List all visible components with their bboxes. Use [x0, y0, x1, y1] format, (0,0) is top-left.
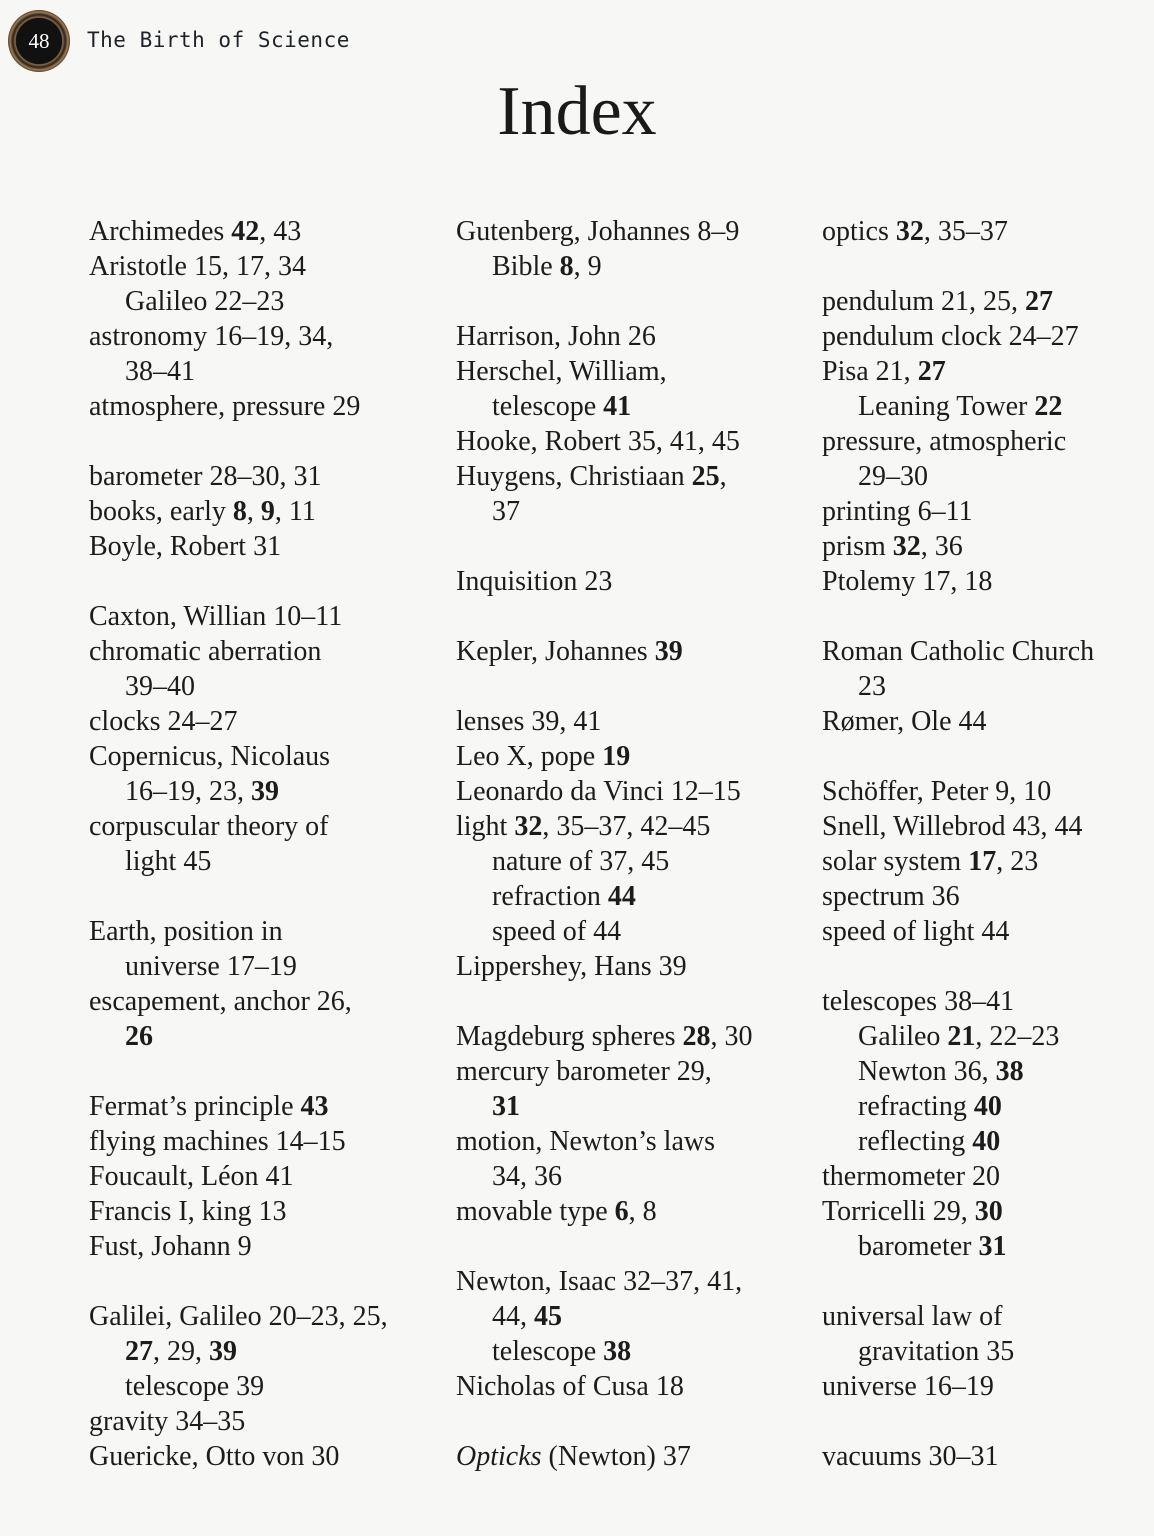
entry-text: Inquisition 23: [456, 566, 613, 597]
entry-text: motion, Newton’s laws: [456, 1126, 715, 1157]
index-entry: [822, 354, 1154, 389]
entry-text: Boyle, Robert 31: [89, 531, 282, 562]
index-spacer: [89, 424, 449, 459]
page-ref-main: 32: [895, 216, 924, 247]
index-subentry: [456, 1159, 816, 1194]
entry-text: 16–19, 23,: [125, 776, 251, 807]
entry-text: nature of 37, 45: [492, 846, 670, 877]
page-ref-main: 8: [232, 496, 247, 527]
entry-text: lenses 39, 41: [456, 706, 602, 737]
index-entry: [456, 1124, 816, 1159]
index-entry: [89, 1159, 449, 1194]
entry-text: Roman Catholic Church: [822, 636, 1095, 667]
entry-text: vacuums 30–31: [822, 1441, 999, 1472]
entry-text: Galileo 22–23: [125, 286, 285, 317]
entry-text: , 8: [628, 1196, 657, 1227]
entry-text: barometer 28–30, 31: [89, 461, 322, 492]
entry-text: gravity 34–35: [89, 1406, 246, 1437]
index-entry: [456, 459, 816, 494]
index-subentry: [822, 1089, 1154, 1124]
index-subentry: [822, 459, 1154, 494]
index-subentry: [822, 389, 1154, 424]
index-entry: [89, 319, 449, 354]
index-subentry: [456, 1089, 816, 1124]
entry-text: Herschel, William,: [456, 356, 667, 387]
page-ref-main: 38: [995, 1056, 1024, 1087]
index-entry: [89, 249, 449, 284]
entry-text: chromatic aberration: [89, 636, 322, 667]
index-entry: [456, 1369, 816, 1404]
entry-text: pendulum clock 24–27: [822, 321, 1079, 352]
entry-text: Newton 36,: [858, 1056, 996, 1087]
entry-text: , 11: [274, 496, 316, 527]
index-spacer: [822, 949, 1154, 984]
entry-text: Nicholas of Cusa 18: [456, 1371, 684, 1402]
index-subentry: [822, 1054, 1154, 1089]
entry-text: ,: [719, 461, 727, 492]
index-subentry: [456, 249, 816, 284]
index-entry: [89, 984, 449, 1019]
entry-text: optics: [822, 216, 896, 247]
entry-text: Galileo: [858, 1021, 948, 1052]
entry-text: refraction: [492, 881, 608, 912]
entry-text: , 30: [710, 1021, 753, 1052]
page-ref-main: 45: [534, 1301, 562, 1332]
page-ref-main: 31: [978, 1231, 1007, 1262]
entry-text: , 36: [920, 531, 963, 562]
index-subentry: [456, 914, 816, 949]
entry-text: escapement, anchor 26,: [89, 986, 352, 1017]
index-spacer: [89, 879, 449, 914]
index-spacer: [89, 1054, 449, 1089]
entry-text: Copernicus, Nicolaus: [89, 741, 331, 772]
index-subentry: [456, 1334, 816, 1369]
index-subentry: [89, 1334, 449, 1369]
index-entry: [822, 984, 1154, 1019]
entry-text: Fust, Johann 9: [89, 1231, 252, 1262]
page-ref-main: 41: [603, 391, 632, 422]
entry-text: 38–41: [125, 356, 195, 387]
entry-text: telescopes 38–41: [822, 986, 1015, 1017]
page-ref-main: 26: [125, 1021, 153, 1052]
index-spacer: [822, 739, 1154, 774]
entry-text: light 45: [125, 846, 212, 877]
page-ref-main: 27: [125, 1336, 153, 1367]
index-entry: [89, 494, 449, 529]
entry-text: , 35–37: [923, 216, 1008, 247]
index-spacer: [456, 284, 816, 319]
entry-text: mercury barometer 29,: [456, 1056, 712, 1087]
index-entry: [89, 1404, 449, 1439]
index-subentry: [822, 669, 1154, 704]
index-subentry: [89, 284, 449, 319]
entry-text: Bible: [492, 251, 560, 282]
index-entry: [822, 214, 1154, 249]
page-title: Index: [497, 73, 657, 150]
entry-text: , 29,: [153, 1336, 209, 1367]
entry-text: solar system: [822, 846, 969, 877]
index-entry: [89, 1439, 449, 1474]
page-ref-main: 27: [917, 356, 946, 387]
entry-text: Ptolemy 17, 18: [822, 566, 993, 597]
entry-text: flying machines 14–15: [89, 1126, 346, 1157]
index-subentry: [89, 774, 449, 809]
page-ref-main: 43: [300, 1091, 329, 1122]
entry-text: Fermat’s principle: [89, 1091, 301, 1122]
index-entry: [822, 564, 1154, 599]
running-title: The Birth of Science: [87, 28, 350, 52]
index-entry: [822, 704, 1154, 739]
index-entry: [822, 284, 1154, 319]
index-entry: [89, 529, 449, 564]
entry-text: Leonardo da Vinci 12–15: [456, 776, 741, 807]
index-entry: [822, 634, 1154, 669]
entry-text: Hooke, Robert 35, 41, 45: [456, 426, 740, 457]
page-ref-main: 38: [603, 1336, 632, 1367]
entry-text: Aristotle 15, 17, 34: [89, 251, 306, 282]
page-ref-main: 32: [892, 531, 921, 562]
index-spacer: [456, 599, 816, 634]
index-entry: [456, 1439, 816, 1474]
index-subentry: [456, 494, 816, 529]
page-ref-main: 9: [260, 496, 275, 527]
index-column-1: [89, 214, 449, 1474]
entry-text: telescope: [492, 1336, 604, 1367]
entry-text: Schöffer, Peter 9, 10: [822, 776, 1052, 807]
entry-text: atmosphere, pressure 29: [89, 391, 361, 422]
entry-text: movable type: [456, 1196, 615, 1227]
entry-text: 44,: [492, 1301, 534, 1332]
index-spacer: [89, 1264, 449, 1299]
entry-text: , 43: [259, 216, 302, 247]
index-spacer: [822, 1264, 1154, 1299]
index-subentry: [89, 669, 449, 704]
page-ref-main: 8: [559, 251, 574, 282]
entry-text: pressure, atmospheric: [822, 426, 1067, 457]
index-subentry: [822, 1229, 1154, 1264]
page-ref-main: 17: [968, 846, 997, 877]
entry-text: universe 16–19: [822, 1371, 994, 1402]
entry-text: spectrum 36: [822, 881, 960, 912]
page-ref-main: 22: [1034, 391, 1063, 422]
page-ref-main: 39: [654, 636, 683, 667]
page-ref-main: 39: [251, 776, 279, 807]
entry-text: Leo X, pope: [456, 741, 603, 772]
entry-text: Francis I, king 13: [89, 1196, 287, 1227]
entry-text: 37: [492, 496, 520, 527]
page-ref-main: 21: [947, 1021, 976, 1052]
index-entry: [456, 634, 816, 669]
index-entry: [89, 1229, 449, 1264]
index-entry: [822, 1299, 1154, 1334]
entry-text: telescope: [492, 391, 604, 422]
page-ref-main: 31: [492, 1091, 520, 1122]
index-column-3: [822, 214, 1154, 1474]
entry-text: Leaning Tower: [858, 391, 1035, 422]
index-entry: [89, 634, 449, 669]
entry-text: prism: [822, 531, 893, 562]
index-entry: [456, 1054, 816, 1089]
entry-text: astronomy 16–19, 34,: [89, 321, 334, 352]
index-entry: [89, 809, 449, 844]
page-ref-main: 42: [231, 216, 260, 247]
index-entry: [822, 914, 1154, 949]
index-entry: [89, 1299, 449, 1334]
index-entry: [822, 1159, 1154, 1194]
index-entry: [456, 1264, 816, 1299]
index-entry: [89, 1089, 449, 1124]
entry-text: reflecting: [858, 1126, 973, 1157]
title-italic: Opticks: [456, 1441, 542, 1472]
index-subentry: [456, 1299, 816, 1334]
entry-text: Caxton, Willian 10–11: [89, 601, 343, 632]
entry-text: Earth, position in: [89, 916, 283, 947]
index-subentry: [822, 1019, 1154, 1054]
index-subentry: [89, 1019, 449, 1054]
entry-text: Archimedes: [89, 216, 232, 247]
entry-text: barometer: [858, 1231, 979, 1262]
index-subentry: [822, 1334, 1154, 1369]
index-entry: [456, 354, 816, 389]
index-entry: [89, 1194, 449, 1229]
index-subentry: [456, 879, 816, 914]
entry-text: Huygens, Christiaan: [456, 461, 692, 492]
index-entry: [89, 704, 449, 739]
entry-text: 23: [858, 671, 886, 702]
page-ref-main: 44: [607, 881, 636, 912]
entry-text: speed of light 44: [822, 916, 1010, 947]
index-subentry: [89, 354, 449, 389]
index-entry: [822, 809, 1154, 844]
entry-text: Magdeburg spheres: [456, 1021, 683, 1052]
index-entry: [822, 424, 1154, 459]
entry-text: printing 6–11: [822, 496, 973, 527]
index-entry: [456, 949, 816, 984]
entry-text: , 9: [573, 251, 602, 282]
index-entry: [456, 774, 816, 809]
index-entry: [456, 739, 816, 774]
page-ref-main: 6: [614, 1196, 629, 1227]
page-ref-main: 19: [602, 741, 631, 772]
entry-text: speed of 44: [492, 916, 622, 947]
entry-text: light: [456, 811, 515, 842]
entry-text: books, early: [89, 496, 233, 527]
index-entry: [456, 319, 816, 354]
index-entry: [89, 1124, 449, 1159]
page-ref-main: 39: [209, 1336, 237, 1367]
index-spacer: [89, 564, 449, 599]
entry-text: , 23: [996, 846, 1039, 877]
entry-text: universal law of: [822, 1301, 1003, 1332]
entry-text: pendulum 21, 25,: [822, 286, 1025, 317]
entry-text: Galilei, Galileo 20–23, 25,: [89, 1301, 388, 1332]
index-spacer: [456, 984, 816, 1019]
index-entry: [89, 459, 449, 494]
index-entry: [456, 564, 816, 599]
index-entry: [822, 774, 1154, 809]
entry-text: refracting: [858, 1091, 974, 1122]
entry-text: 39–40: [125, 671, 195, 702]
index-subentry: [89, 844, 449, 879]
entry-text: Lippershey, Hans 39: [456, 951, 687, 982]
index-spacer: [822, 599, 1154, 634]
entry-text: Snell, Willebrod 43, 44: [822, 811, 1083, 842]
index-entry: [456, 1194, 816, 1229]
entry-text: Harrison, John 26: [456, 321, 656, 352]
index-entry: [89, 914, 449, 949]
entry-text: universe 17–19: [125, 951, 297, 982]
entry-text: Newton, Isaac 32–37, 41,: [456, 1266, 743, 1297]
index-entry: [89, 739, 449, 774]
index-subentry: [456, 844, 816, 879]
index-entry: [822, 879, 1154, 914]
entry-text: (Newton) 37: [541, 1441, 691, 1472]
page-ref-main: 32: [514, 811, 543, 842]
index-entry: [456, 1019, 816, 1054]
page-ref-main: 30: [974, 1196, 1003, 1227]
entry-text: Torricelli 29,: [822, 1196, 975, 1227]
index-entry: [822, 319, 1154, 354]
index-spacer: [456, 669, 816, 704]
entry-text: ,: [246, 496, 261, 527]
entry-text: , 22–23: [975, 1021, 1060, 1052]
index-spacer: [456, 529, 816, 564]
index-spacer: [822, 249, 1154, 284]
index-entry: [89, 389, 449, 424]
entry-text: 29–30: [858, 461, 928, 492]
page-ref-main: 25: [691, 461, 720, 492]
entry-text: , 35–37, 42–45: [542, 811, 711, 842]
index-entry: [822, 1439, 1154, 1474]
entry-text: Kepler, Johannes: [456, 636, 655, 667]
entry-text: Gutenberg, Johannes 8–9: [456, 216, 740, 247]
entry-text: Rømer, Ole 44: [822, 706, 987, 737]
index-column-2: [456, 214, 816, 1474]
page-ref-main: 40: [973, 1091, 1002, 1122]
entry-text: corpuscular theory of: [89, 811, 329, 842]
entry-text: Foucault, Léon 41: [89, 1161, 294, 1192]
index-subentry: [89, 949, 449, 984]
index-entry: [456, 424, 816, 459]
index-entry: [822, 494, 1154, 529]
index-spacer: [822, 1404, 1154, 1439]
index-entry: [89, 214, 449, 249]
index-subentry: [456, 389, 816, 424]
entry-text: gravitation 35: [858, 1336, 1015, 1367]
page-ref-main: 27: [1025, 286, 1053, 317]
entry-text: Guericke, Otto von 30: [89, 1441, 340, 1472]
index-spacer: [456, 1229, 816, 1264]
index-entry: [822, 1369, 1154, 1404]
index-entry: [456, 214, 816, 249]
page-number: 48: [28, 28, 50, 53]
index-spacer: [456, 1404, 816, 1439]
entry-text: telescope 39: [125, 1371, 265, 1402]
index-subentry: [822, 1124, 1154, 1159]
entry-text: 34, 36: [492, 1161, 562, 1192]
index-entry: [822, 844, 1154, 879]
page-number-badge: [8, 10, 70, 72]
index-subentry: [89, 1369, 449, 1404]
index-entry: [822, 529, 1154, 564]
page-ref-main: 40: [972, 1126, 1001, 1157]
page-ref-main: 28: [682, 1021, 711, 1052]
index-entry: [456, 809, 816, 844]
entry-text: Pisa 21,: [822, 356, 918, 387]
index-entry: [456, 704, 816, 739]
entry-text: thermometer 20: [822, 1161, 1001, 1192]
entry-text: clocks 24–27: [89, 706, 238, 737]
index-entry: [822, 1194, 1154, 1229]
index-entry: [89, 599, 449, 634]
